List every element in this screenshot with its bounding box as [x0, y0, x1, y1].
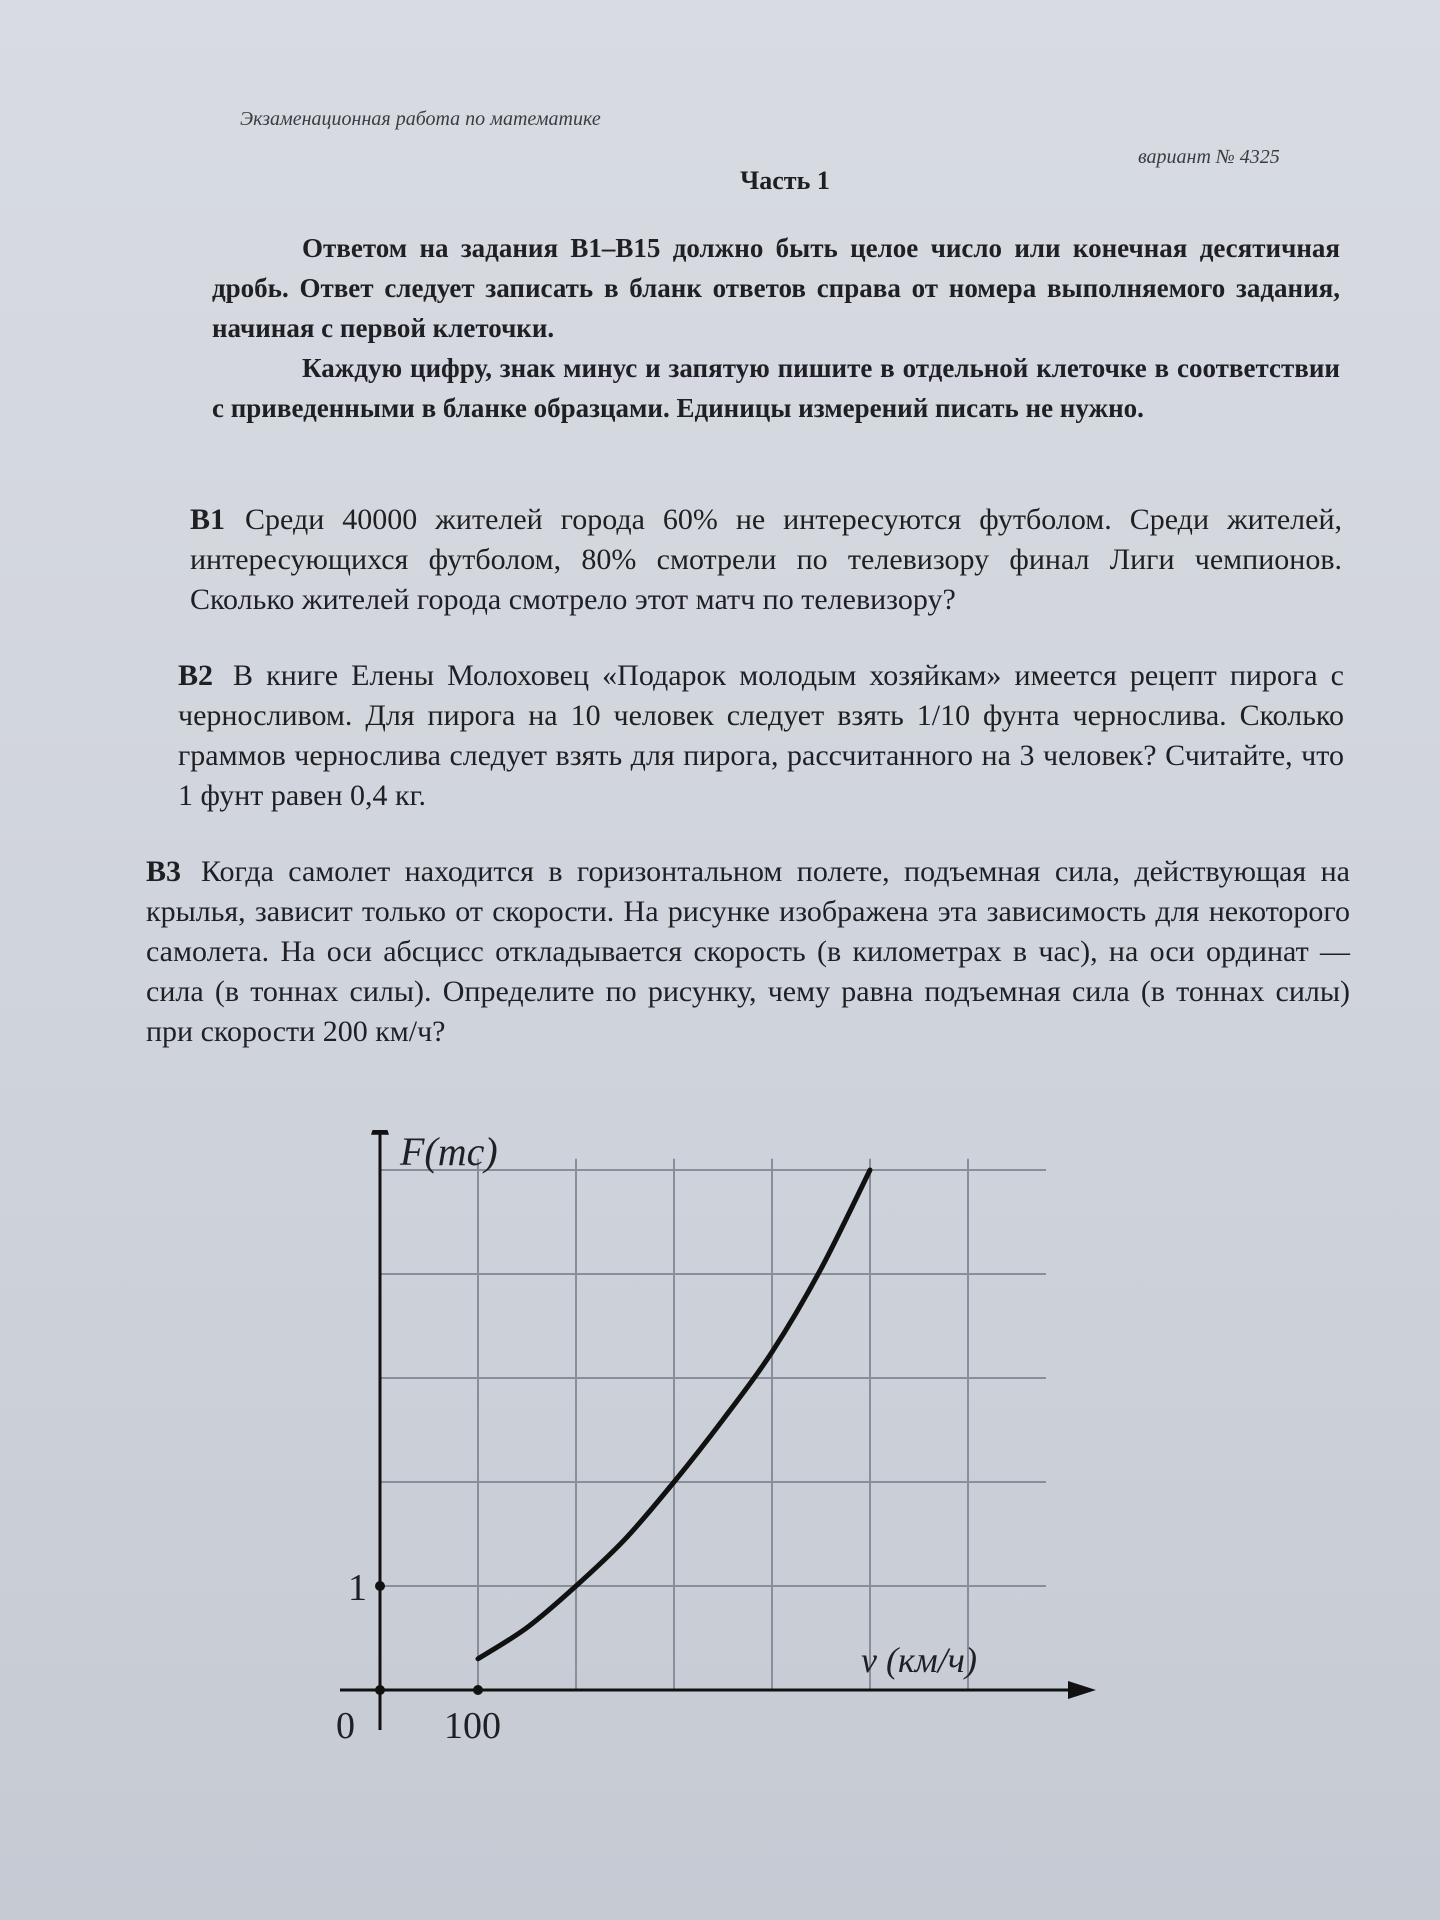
x-tick-point — [473, 1685, 483, 1695]
x-tick-label: 100 — [444, 1705, 501, 1747]
y-tick-label: 1 — [348, 1567, 367, 1609]
instructions-paragraph: Каждую цифру, знак минус и запятую пишите в отдельной клеточке в соответствии с приведенными в бланке образцами. Единицы измерений писать не нужно. — [212, 353, 1340, 423]
task-number: В1 — [190, 503, 226, 536]
y-tick-point — [375, 1581, 385, 1591]
origin-point — [375, 1685, 385, 1695]
graph-grid — [380, 1159, 1046, 1690]
task-b2 — [178, 656, 1344, 816]
part-title: Часть 1 — [740, 166, 830, 195]
task-number: В2 — [178, 659, 214, 692]
x-axis-label: v (км/ч) — [861, 1640, 977, 1680]
task-text: Когда самолет находится в горизонтальном полете, подъемная сила, действующая на крылья, зависит только от скорости. На рисунке изображена эта зависимость для некоторого самолета. На оси абсцисс откладывается скорость (в километрах в час), на оси ординат — сила (в тоннах силы). Определите по рисунку, чему равна подъемная сила (в тоннах силы) при скорости 200 км/ч? — [146, 855, 1350, 1048]
task-b1 — [190, 500, 1342, 620]
variant-number: вариант № 4325 — [1138, 146, 1280, 168]
graph-canvas — [300, 1130, 1120, 1770]
instructions — [212, 228, 1340, 428]
y-axis-label: F(тс) — [400, 1130, 498, 1174]
task-text: В книге Елены Молоховец «Подарок молодым хозяйкам» имеется рецепт пирога с черносливом. Для пирога на 10 человек следует взять 1/10 фунта чернослива. Сколько граммов чернослива следует взять для пирога, рассчитанного на 3 человек? Считайте, что 1 фунт равен 0,4 кг. — [178, 659, 1344, 812]
task-number: В3 — [146, 855, 182, 888]
x-axis-arrow — [1068, 1681, 1096, 1699]
task-b3 — [146, 852, 1350, 1052]
task-text: Среди 40000 жителей города 60% не интересуются футболом. Среди жителей, интересующихся футболом, 80% смотрели по телевизору финал Лиги чемпионов. Сколько жителей города смотрело этот матч по телевизору? — [190, 503, 1342, 616]
origin-label: 0 — [336, 1705, 355, 1747]
instructions-paragraph: Ответом на задания В1–В15 должно быть целое число или конечная десятичная дробь. Ответ следует записать в бланк ответов справа от номера выполняемого задания, начиная с первой клеточки. — [212, 233, 1340, 343]
y-axis-arrow — [371, 1130, 389, 1135]
exam-header: Экзаменационная работа по математике — [240, 108, 601, 130]
lift-force-graph — [300, 1130, 1120, 1770]
